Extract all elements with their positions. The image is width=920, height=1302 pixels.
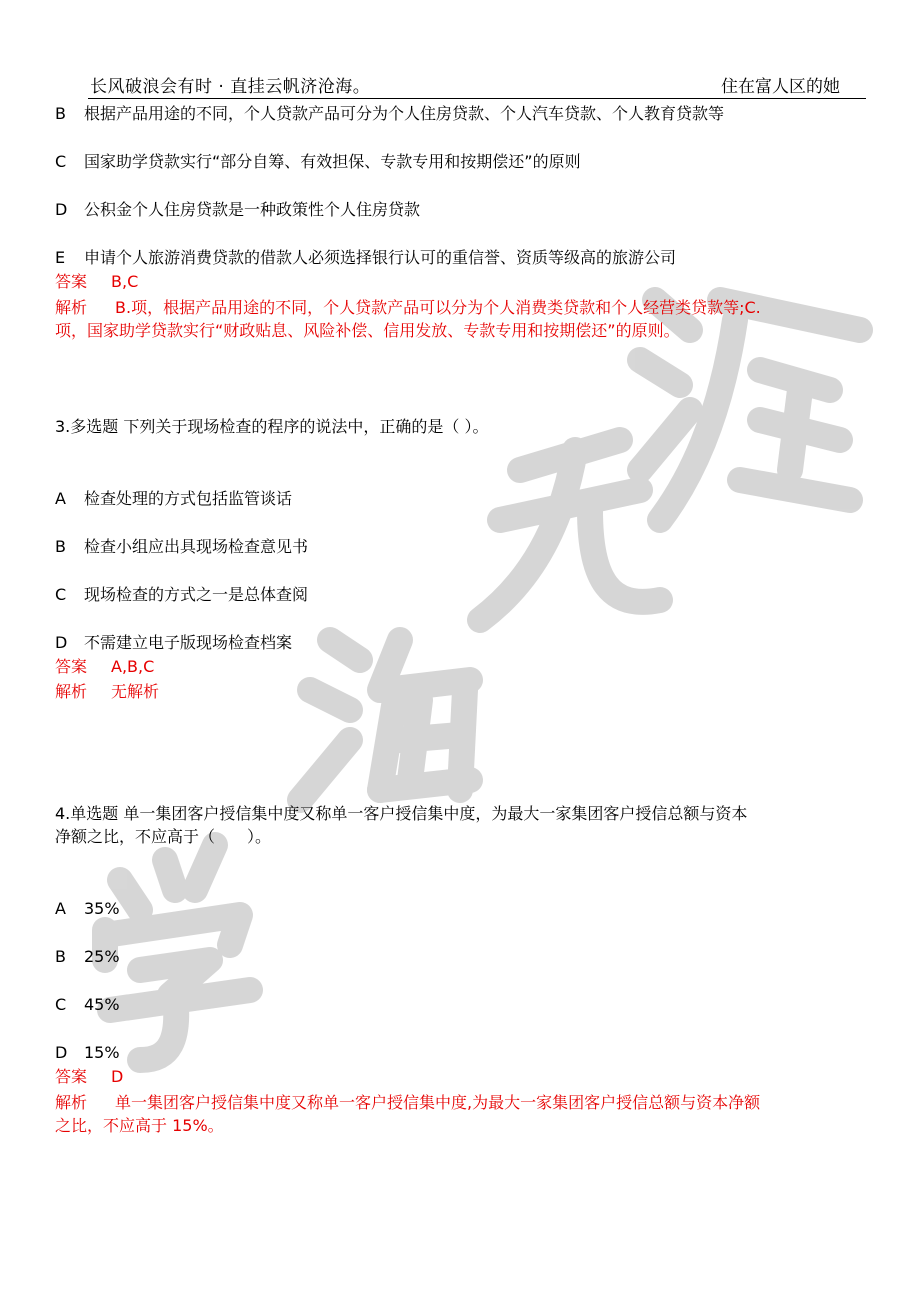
answer-value: A,B,C bbox=[111, 657, 155, 676]
option-row bbox=[55, 103, 724, 125]
option-text: 15% bbox=[84, 1043, 120, 1062]
analysis-text: 单一集团客户授信集中度又称单一客户授信集中度,为最大一家集团客户授信总额与资本净额 bbox=[115, 1093, 761, 1112]
analysis-text: 之比，不应高于 15%。 bbox=[55, 1116, 224, 1135]
header-right-text: 住在富人区的她 bbox=[721, 77, 840, 97]
option-letter: C bbox=[55, 152, 67, 171]
answer-label: 答案 bbox=[55, 1067, 88, 1086]
option-text: 45% bbox=[84, 995, 120, 1014]
analysis-text: 无解析 bbox=[111, 682, 160, 701]
analysis-label: 解析 bbox=[55, 298, 88, 317]
option-text: 检查小组应出具现场检查意见书 bbox=[84, 537, 309, 556]
answer-label: 答案 bbox=[55, 272, 88, 291]
header-divider bbox=[88, 98, 866, 99]
option-letter: D bbox=[55, 200, 68, 219]
option-letter: B bbox=[55, 104, 66, 123]
answer-row bbox=[55, 271, 138, 293]
analysis-text: B.项，根据产品用途的不同，个人贷款产品可以分为个人消费类贷款和个人经营类贷款等;C. bbox=[115, 298, 761, 317]
question-stem: 3.多选题 下列关于现场检查的程序的说法中，正确的是（ ）。 bbox=[55, 417, 489, 436]
analysis-label: 解析 bbox=[55, 682, 88, 701]
option-letter: C bbox=[55, 995, 67, 1014]
option-row bbox=[55, 946, 120, 968]
header-slogan: 长风破浪会有时 · 直挂云帆济沧海。 bbox=[90, 77, 371, 97]
analysis-label: 解析 bbox=[55, 1093, 88, 1112]
option-letter: E bbox=[55, 248, 66, 267]
option-text: 25% bbox=[84, 947, 120, 966]
answer-value: B,C bbox=[111, 272, 139, 291]
analysis-block bbox=[55, 296, 867, 342]
option-row bbox=[55, 994, 120, 1016]
option-row bbox=[55, 488, 292, 510]
answer-label: 答案 bbox=[55, 657, 88, 676]
option-text: 不需建立电子版现场检查档案 bbox=[84, 633, 293, 652]
option-text: 申请个人旅游消费贷款的借款人必须选择银行认可的重信誉、资质等级高的旅游公司 bbox=[84, 248, 677, 267]
question-stem-line: 净额之比，不应高于（ ）。 bbox=[55, 827, 272, 846]
option-text: 公积金个人住房贷款是一种政策性个人住房贷款 bbox=[84, 200, 421, 219]
option-row bbox=[55, 632, 292, 654]
option-text: 35% bbox=[84, 899, 120, 918]
analysis-row bbox=[55, 681, 159, 703]
answer-row bbox=[55, 656, 154, 678]
option-letter: B bbox=[55, 947, 66, 966]
option-row bbox=[55, 199, 420, 221]
analysis-block bbox=[55, 1091, 867, 1137]
question-stem bbox=[55, 802, 867, 848]
option-letter: C bbox=[55, 585, 67, 604]
option-letter: B bbox=[55, 537, 66, 556]
option-row bbox=[55, 247, 676, 269]
option-text: 国家助学贷款实行“部分自筹、有效担保、专款专用和按期偿还”的原则 bbox=[84, 152, 581, 171]
option-text: 检查处理的方式包括监管谈话 bbox=[84, 489, 293, 508]
option-row bbox=[55, 1042, 120, 1064]
question-stem-line: 4.单选题 单一集团客户授信集中度又称单一客户授信集中度，为最大一家集团客户授信总额与资本 bbox=[55, 804, 748, 823]
answer-value: D bbox=[111, 1067, 124, 1086]
option-row bbox=[55, 536, 308, 558]
option-letter: A bbox=[55, 489, 66, 508]
answer-row bbox=[55, 1066, 123, 1088]
option-row bbox=[55, 151, 581, 173]
option-text: 根据产品用途的不同，个人贷款产品可分为个人住房贷款、个人汽车贷款、个人教育贷款等 bbox=[84, 104, 725, 123]
option-row bbox=[55, 898, 120, 920]
option-letter: A bbox=[55, 899, 66, 918]
analysis-text: 项，国家助学贷款实行“财政贴息、风险补偿、信用发放、专款专用和按期偿还”的原则。 bbox=[55, 321, 680, 340]
option-letter: D bbox=[55, 1043, 68, 1062]
option-row bbox=[55, 584, 308, 606]
option-text: 现场检查的方式之一是总体查阅 bbox=[84, 585, 309, 604]
option-letter: D bbox=[55, 633, 68, 652]
